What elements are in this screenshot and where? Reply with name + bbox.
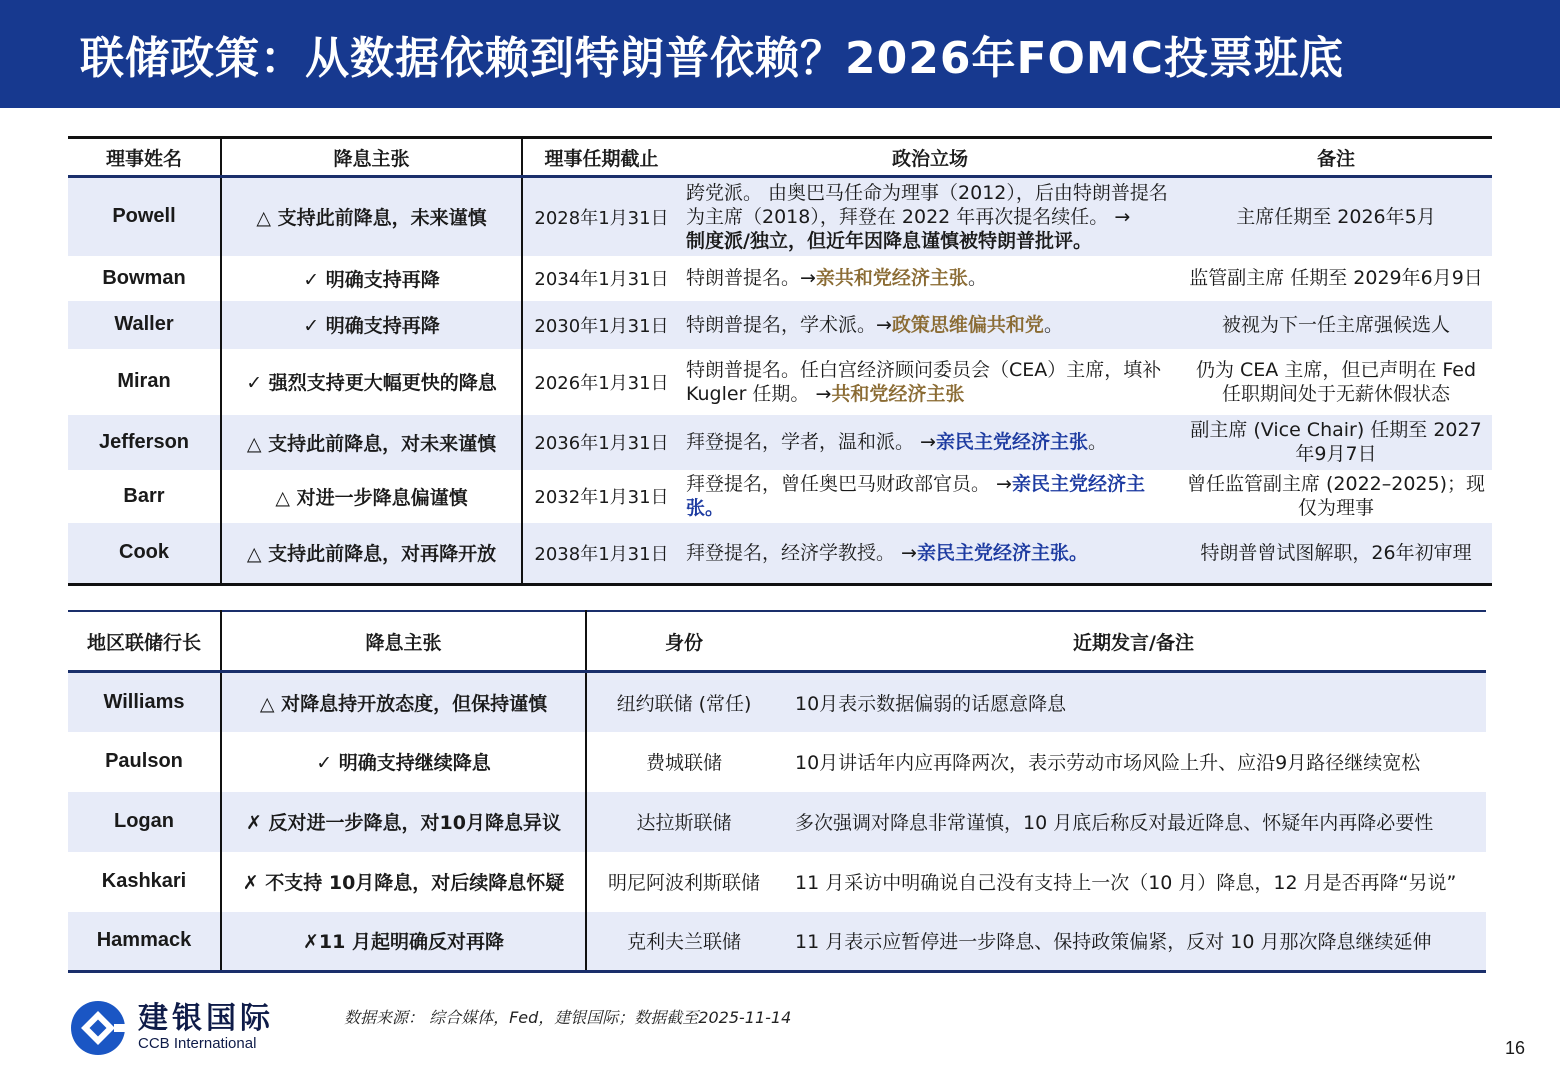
term-end: 2038年1月31日 (522, 523, 680, 585)
table-row (68, 177, 1492, 256)
col-header-name: 理事姓名 (68, 138, 221, 177)
politics-text: 拜登提名，学者，温和派。 → (686, 431, 936, 453)
rate-stance: △ 支持此前降息，对再降开放 (221, 523, 522, 585)
remark: 仍为 CEA 主席，但已声明在 Fed 任职期间处于无薪休假状态 (1195, 358, 1477, 405)
remark: 特朗普曾试图解职，26年初审理 (1180, 523, 1492, 585)
politics-highlight: 亲共和党经济主张 (815, 267, 968, 289)
politics-highlight: 共和党经济主张 (831, 382, 965, 405)
political-stance (680, 256, 1180, 301)
political-stance (680, 470, 1180, 523)
recent-remark: 10月讲话年内应再降两次，表示劳动市场风险上升、应沿9月路径继续宽松 (795, 752, 1421, 774)
col-header-stance: 降息主张 (221, 611, 586, 672)
rate-stance: ✓ 明确支持再降 (221, 301, 522, 349)
president-name: Kashkari (68, 852, 221, 912)
governor-name: Jefferson (68, 415, 221, 470)
data-source-note: 数据来源： 综合媒体，Fed，建银国际；数据截至2025-11-14 (344, 1008, 792, 1027)
regional-presidents-table (68, 610, 1486, 973)
title-bar (0, 0, 1560, 108)
logo-chinese-name: 建银国际 (138, 1001, 274, 1036)
table-row (68, 852, 1486, 912)
politics-suffix: 。 (967, 267, 987, 289)
politics-text: 特朗普提名。任白宫经济顾问委员会（CEA）主席，填补 Kugler 任期。 → (686, 358, 1162, 405)
recent-remark: 多次强调对降息非常谨慎，10 月底后称反对最近降息、怀疑年内再降必要性 (781, 792, 1486, 852)
fed-bank: 费城联储 (645, 752, 722, 774)
political-stance (680, 349, 1180, 415)
rate-stance: ✓ 强烈支持更大幅更快的降息 (221, 349, 522, 415)
rate-stance: ✗ 反对进一步降息，对10月降息异议 (221, 792, 586, 852)
rate-stance: △ 对进一步降息偏谨慎 (221, 470, 522, 523)
ccb-logo (70, 1000, 274, 1056)
governor-name: Miran (68, 349, 221, 415)
remark: 监管副主席 任期至 2029年6月9日 (1189, 267, 1483, 289)
table-row (68, 415, 1492, 470)
governor-name: Barr (68, 470, 221, 523)
politics-highlight: 制度派/独立，但近年因降息谨慎被特朗普批评。 (686, 229, 1092, 252)
ccb-logo-icon (70, 1000, 126, 1056)
table-row (68, 256, 1492, 301)
fed-bank: 克利夫兰联储 (586, 912, 781, 972)
political-stance (680, 177, 1180, 256)
col-header-president: 地区联储行长 (68, 611, 221, 672)
term-end: 2028年1月31日 (522, 177, 680, 256)
term-end: 2032年1月31日 (534, 487, 669, 508)
governor-name: Cook (68, 523, 221, 585)
fed-bank: 明尼阿波利斯联储 (607, 872, 760, 894)
governors-table (68, 136, 1492, 586)
recent-remark: 10月表示数据偏弱的话愿意降息 (781, 672, 1486, 732)
col-header-stance: 降息主张 (221, 138, 522, 177)
page-title: 联储政策：从数据依赖到特朗普依赖？2026年FOMC投票班底 (80, 33, 1344, 84)
rate-stance: ✓ 明确支持继续降息 (221, 732, 586, 792)
politics-text: 拜登提名，经济学教授。 → (686, 541, 917, 564)
fed-bank: 纽约联储 (常任) (586, 672, 781, 732)
politics-text: 拜登提名，曾任奥巴马财政部官员。 → (686, 473, 1012, 495)
logo-english-name: CCB International (138, 1035, 257, 1052)
president-name: Paulson (68, 732, 221, 792)
governor-name: Bowman (68, 256, 221, 301)
president-name: Logan (68, 792, 221, 852)
col-header-note: 备注 (1180, 138, 1492, 177)
political-stance (680, 301, 1180, 349)
political-stance (680, 523, 1180, 585)
recent-remark: 11 月采访中明确说自己没有支持上一次（10 月）降息，12 月是否再降“另说” (795, 872, 1457, 894)
table-row (68, 301, 1492, 349)
politics-text: 特朗普提名。→ (686, 267, 816, 289)
remark: 副主席 (Vice Chair) 任期至 2027年9月7日 (1180, 415, 1492, 470)
rate-stance: ✗ 不支持 10月降息，对后续降息怀疑 (221, 852, 586, 912)
remark: 主席任期至 2026年5月 (1180, 177, 1492, 256)
governor-name: Waller (68, 301, 221, 349)
recent-remark: 11 月表示应暂停进一步降息、保持政策偏紧，反对 10 月那次降息继续延伸 (781, 912, 1486, 972)
term-end: 2036年1月31日 (522, 415, 680, 470)
rate-stance: △ 支持此前降息，对未来谨慎 (221, 415, 522, 470)
politics-suffix: 。 (1043, 313, 1063, 336)
table-header-row (68, 138, 1492, 177)
term-end: 2030年1月31日 (522, 301, 680, 349)
col-header-politics: 政治立场 (680, 138, 1180, 177)
politics-text: 特朗普提名，学术派。→ (686, 313, 892, 336)
table-row (68, 349, 1492, 415)
term-end: 2034年1月31日 (534, 269, 669, 290)
politics-highlight: 亲民主党经济主张 (935, 431, 1088, 453)
col-header-term: 理事任期截止 (522, 138, 680, 177)
politics-highlight: 亲民主党经济主张。 (686, 473, 1145, 519)
table-row (68, 792, 1486, 852)
remark: 曾任监管副主席 (2022–2025)；现仅为理事 (1186, 473, 1486, 519)
col-header-bank: 身份 (586, 611, 781, 672)
remark: 被视为下一任主席强候选人 (1180, 301, 1492, 349)
term-end: 2026年1月31日 (534, 372, 669, 394)
rate-stance: △ 对降息持开放态度，但保持谨慎 (221, 672, 586, 732)
table-row (68, 672, 1486, 732)
rate-stance: ✓ 明确支持再降 (221, 256, 522, 301)
table-row (68, 523, 1492, 585)
politics-text: 跨党派。 由奥巴马任命为理事（2012），后由特朗普提名为主席（2018），拜登在 2022 年再次提名续任。 → (686, 181, 1168, 228)
politics-suffix: 。 (1087, 431, 1107, 453)
table-row (68, 470, 1492, 523)
col-header-remark: 近期发言/备注 (781, 611, 1486, 672)
rate-stance: ✗11 月起明确反对再降 (221, 912, 586, 972)
table-row (68, 732, 1486, 792)
page-number: 16 (1505, 1038, 1526, 1058)
rate-stance: △ 支持此前降息，未来谨慎 (221, 177, 522, 256)
politics-highlight: 亲民主党经济主张。 (916, 541, 1088, 564)
president-name: Williams (68, 672, 221, 732)
political-stance (680, 415, 1180, 470)
president-name: Hammack (68, 912, 221, 972)
governor-name: Powell (68, 177, 221, 256)
politics-highlight: 政策思维偏共和党 (891, 313, 1044, 336)
fed-bank: 达拉斯联储 (586, 792, 781, 852)
table-row (68, 912, 1486, 972)
table-header-row (68, 611, 1486, 672)
